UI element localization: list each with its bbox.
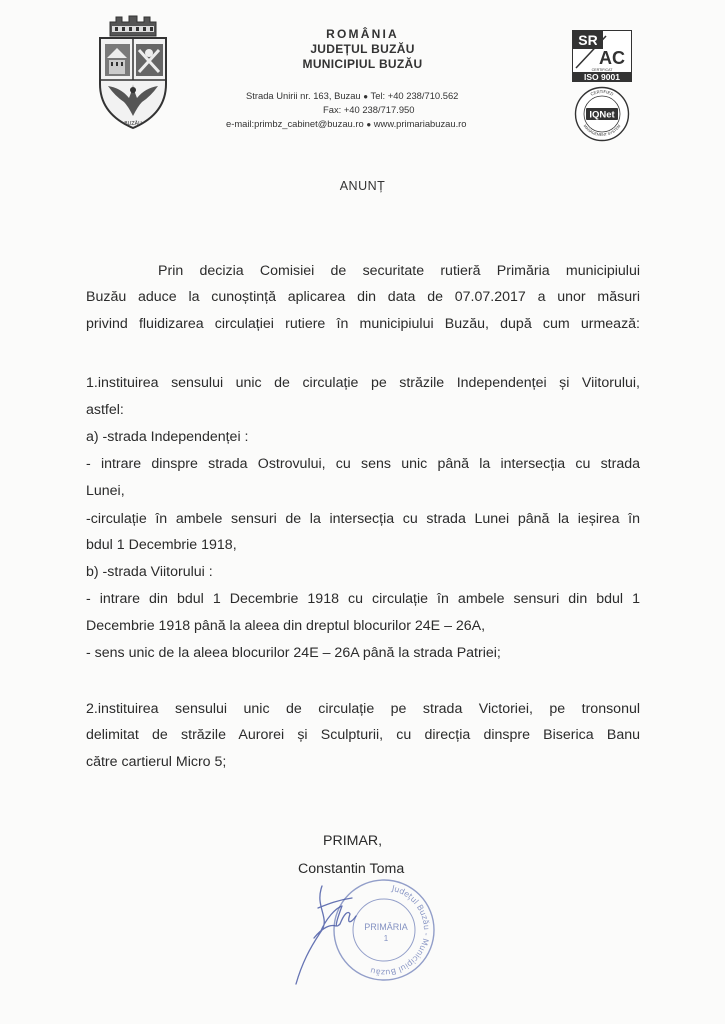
- body-line: 2.instituirea sensului unic de circulație pe strada Victoriei, pe tronsonul: [86, 701, 640, 717]
- stamp-ring-path: Județul Buzău - Municipiul Buzău: [369, 883, 432, 978]
- header-country: ROMÂNIA: [326, 27, 399, 41]
- iqnet-ring-top-path: CERTIFIED: [589, 88, 615, 97]
- header-fax: Fax: +40 238/717.950: [323, 104, 415, 115]
- iqnet-ring-bottom-path: MANAGEMENT SYSTEM: [582, 123, 622, 138]
- header-phone: Tel: +40 238/710.562: [370, 90, 459, 101]
- srac-iso-9001-logo: [572, 30, 632, 82]
- srac-iso-text: ISO 9001: [584, 72, 620, 82]
- iqnet-text: IQNet: [589, 109, 615, 121]
- header-address-line: [246, 90, 458, 101]
- body-line: b) -strada Viitorului :: [86, 564, 213, 580]
- iqnet-certification-logo: [574, 86, 630, 142]
- body-line: - intrare dinspre strada Ostrovului, cu sens unic până la intersecția cu strada: [86, 456, 640, 472]
- header-municipality: MUNICIPIUL BUZĂU: [302, 57, 423, 71]
- body-line: a) -strada Independenței :: [86, 429, 249, 445]
- signatory-role: PRIMAR,: [323, 833, 383, 849]
- body-line: -circulație în ambele sensuri de la intersecția cu strada Lunei până la ieșirea în: [86, 511, 640, 527]
- header-contact-line: [226, 118, 467, 129]
- body-line: către cartierul Micro 5;: [86, 754, 227, 770]
- handwritten-signature: [292, 878, 362, 988]
- body-line: Buzău aduce la cunoștință aplicarea din data de 07.07.2017 a unor măsuri: [86, 289, 640, 305]
- signatory-name: Constantin Toma: [298, 861, 405, 877]
- body-line: delimitat de străzile Aurorei și Sculpturii, cu direcția dinspre Biserica Banu: [86, 727, 640, 743]
- body-line: bdul 1 Decembrie 1918,: [86, 537, 237, 553]
- srac-sr-text: SR: [578, 32, 598, 48]
- body-line: privind fluidizarea circulației rutiere în municipiului Buzău, după cum urmează:: [86, 316, 640, 332]
- crest-lettering: BUZĂU: [124, 121, 142, 127]
- body-line: Lunei,: [86, 483, 125, 499]
- header-website[interactable]: www.primariabuzau.ro: [373, 118, 467, 129]
- header-county: JUDEȚUL BUZĂU: [310, 42, 415, 56]
- srac-ac-text: AC: [599, 48, 625, 68]
- bullet-icon: ●: [366, 120, 372, 129]
- srac-certificate-text: CERTIFICAT: [591, 68, 613, 72]
- stamp-center-text: PRIMĂRIA: [364, 922, 408, 932]
- header-email[interactable]: e-mail:primbz_cabinet@buzau.ro: [226, 118, 364, 129]
- body-line: 1.instituirea sensului unic de circulație pe străzile Independenței și Viitorului,: [86, 375, 640, 391]
- header-address: Strada Unirii nr. 163, Buzau: [246, 90, 361, 101]
- body-line: - intrare din bdul 1 Decembrie 1918 cu circulație în ambele sensuri din bdul 1: [86, 591, 640, 607]
- body-line: - sens unic de la aleea blocurilor 24E – 26A până la strada Patriei;: [86, 645, 501, 661]
- body-line: Decembrie 1918 până la aleea din dreptul blocurilor 24E – 26A,: [86, 618, 486, 634]
- document-title: ANUNȚ: [339, 179, 386, 193]
- bullet-icon: ●: [363, 92, 369, 101]
- stamp-number-text: 1: [383, 934, 389, 943]
- body-line: astfel:: [86, 402, 124, 418]
- body-line: Prin decizia Comisiei de securitate rutieră Primăria municipiului: [158, 263, 640, 279]
